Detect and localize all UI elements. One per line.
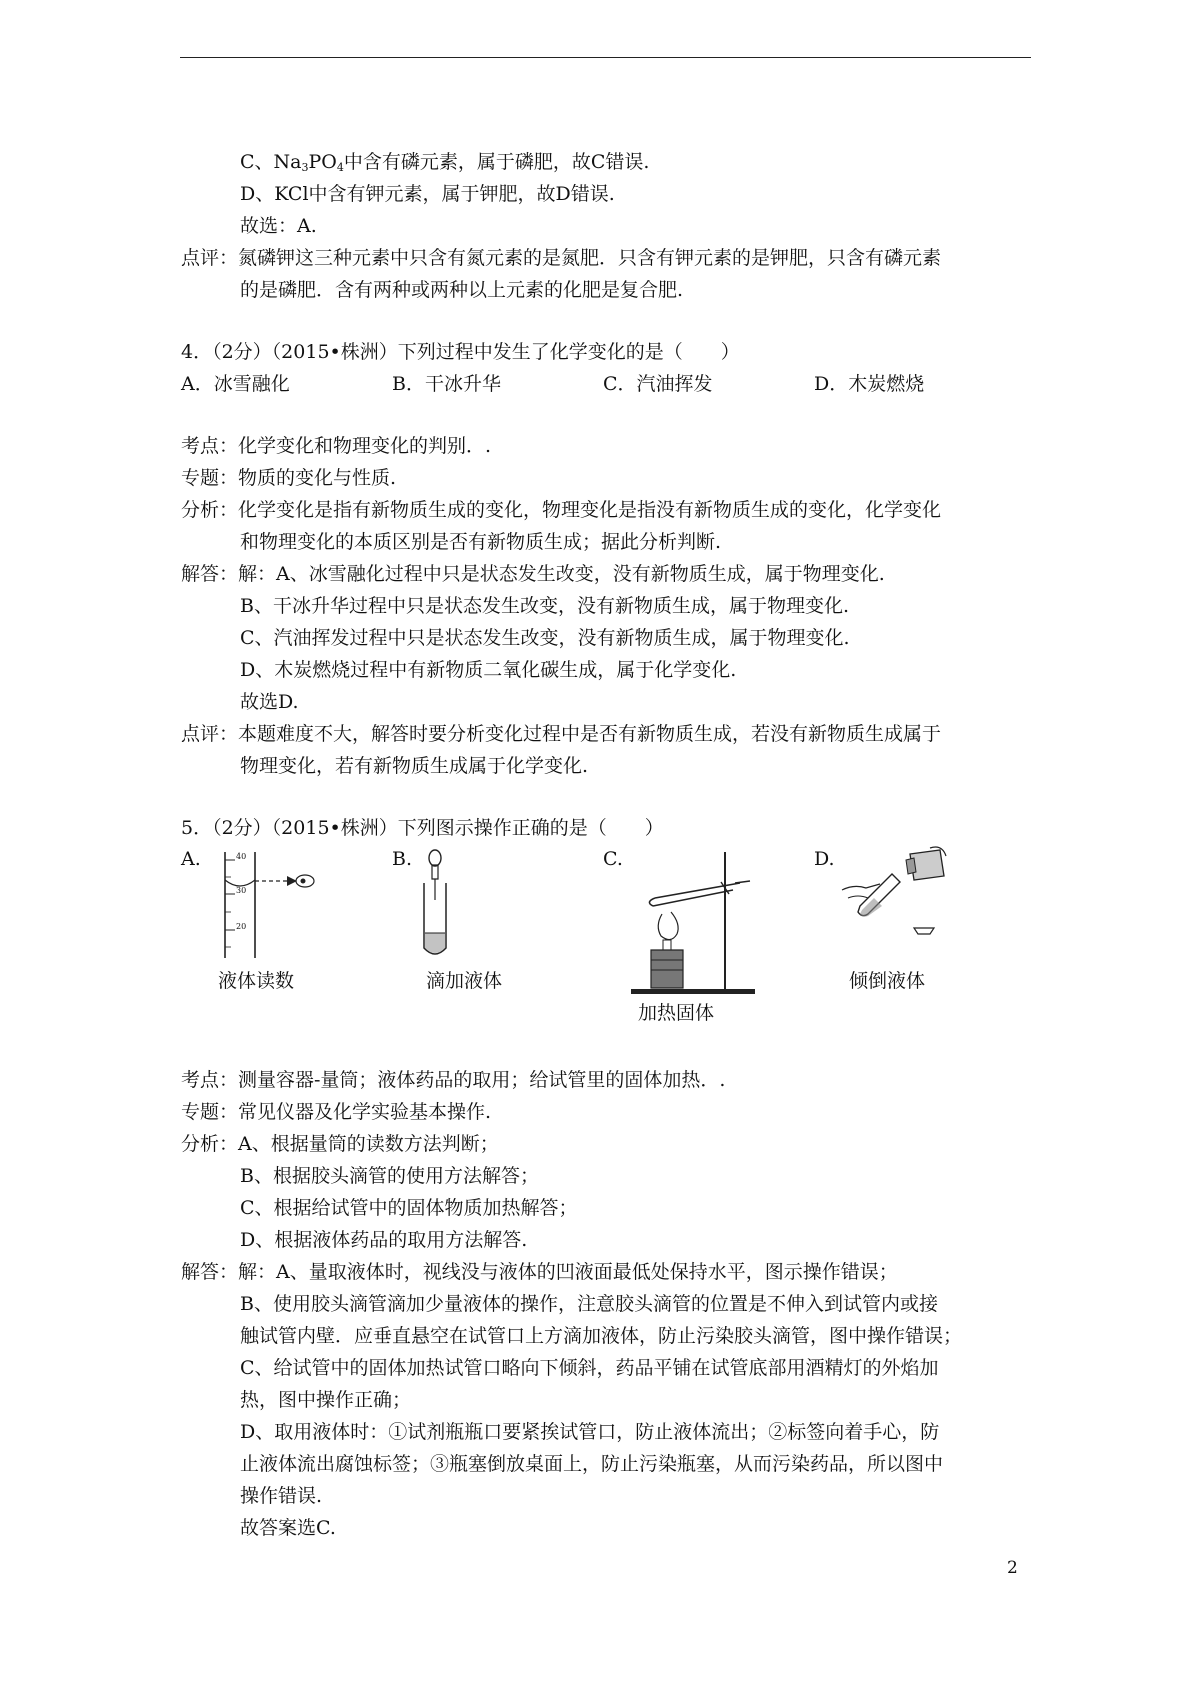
q3-comment-line2: 的是磷肥．含有两种或两种以上元素的化肥是复合肥. — [240, 279, 684, 301]
q3-comment-line1: 点评：氮磷钾这三种元素中只含有氮元素的是氮肥．只含有钾元素的是钾肥，只含有磷元素 — [181, 247, 942, 269]
dropper-test-tube-figure — [410, 848, 460, 963]
fig-c-letter: C. — [603, 848, 623, 870]
q5-analysis-line3: C、根据给试管中的固体物质加热解答； — [240, 1197, 578, 1219]
q5-solution-line3: 触试管内壁．应垂直悬空在试管口上方滴加液体，防止污染胶头滴管，图中操作错误； — [240, 1325, 963, 1347]
q4-option-d: D．木炭燃烧 — [814, 373, 925, 395]
q5-analysis-line2: B、根据胶头滴管的使用方法解答； — [240, 1165, 539, 1187]
fig-d-letter: D. — [814, 848, 835, 870]
q4-analysis-line2: 和物理变化的本质区别是否有新物质生成；据此分析判断. — [240, 531, 722, 553]
q5-analysis-line4: D、根据液体药品的取用方法解答. — [240, 1229, 528, 1251]
q3-line-d: D、KCl中含有钾元素，属于钾肥，故D错误. — [240, 183, 615, 205]
q4-option-b: B．干冰升华 — [392, 373, 501, 395]
q4-solution-line3: C、汽油挥发过程中只是状态发生改变，没有新物质生成，属于物理变化. — [240, 627, 850, 649]
q5-zhuanti: 专题：常见仪器及化学实验基本操作. — [181, 1101, 492, 1123]
q4-solution-line2: B、干冰升华过程中只是状态发生改变，没有新物质生成，属于物理变化. — [240, 595, 850, 617]
q5-solution-line2: B、使用胶头滴管滴加少量液体的操作，注意胶头滴管的位置是不伸入到试管内或接 — [240, 1293, 938, 1315]
fig-c-caption: 加热固体 — [638, 1002, 715, 1024]
tick-label-20: 20 — [236, 922, 247, 931]
fig-b-caption: 滴加液体 — [426, 970, 503, 992]
header-rule — [180, 57, 1031, 58]
q4-option-a: A．冰雪融化 — [181, 373, 290, 395]
q3-choice: 故选：A. — [240, 215, 317, 237]
page-number: 2 — [1007, 1558, 1018, 1578]
q4-stem: 4．（2分）（2015•株洲）下列过程中发生了化学变化的是（ ） — [181, 341, 740, 363]
q5-solution-line8: 操作错误. — [240, 1485, 323, 1507]
q4-option-c: C．汽油挥发 — [603, 373, 713, 395]
q5-solution-line7: 止液体流出腐蚀标签；③瓶塞倒放桌面上，防止污染瓶塞，从而污染药品，所以图中 — [240, 1453, 944, 1475]
q4-zhuanti: 专题：物质的变化与性质. — [181, 467, 397, 489]
fig-a-caption: 液体读数 — [218, 970, 295, 992]
q5-solution-line5: 热，图中操作正确； — [240, 1389, 412, 1411]
q5-stem: 5．（2分）（2015•株洲）下列图示操作正确的是（ ） — [181, 817, 664, 839]
q5-kaodian: 考点：测量容器-量筒；液体药品的取用；给试管里的固体加热．. — [181, 1069, 726, 1091]
fig-b-letter: B. — [392, 848, 413, 870]
q4-comment-line2: 物理变化，若有新物质生成属于化学变化. — [240, 755, 589, 777]
tick-label-40: 40 — [236, 852, 247, 861]
q5-solution-line6: D、取用液体时：①试剂瓶瓶口要紧挨试管口，防止液体流出；②标签向着手心，防 — [240, 1421, 940, 1443]
fig-a-letter: A. — [181, 848, 201, 870]
q5-solution-line4: C、给试管中的固体加热试管口略向下倾斜，药品平铺在试管底部用酒精灯的外焰加 — [240, 1357, 939, 1379]
q4-kaodian: 考点：化学变化和物理变化的判别．. — [181, 435, 492, 457]
tick-label-30: 30 — [236, 886, 247, 895]
q4-solution-line5: 故选D. — [240, 691, 299, 713]
q4-comment-line1: 点评：本题难度不大，解答时要分析变化过程中是否有新物质生成，若没有新物质生成属于 — [181, 723, 942, 745]
q5-solution-line1: 解答：解：A、量取液体时，视线没与液体的凹液面最低处保持水平，图示操作错误； — [181, 1261, 898, 1283]
pouring-liquid-figure — [840, 846, 950, 946]
q4-solution-line1: 解答：解：A、冰雪融化过程中只是状态发生改变，没有新物质生成，属于物理变化. — [181, 563, 885, 585]
q4-analysis-line1: 分析：化学变化是指有新物质生成的变化，物理变化是指没有新物质生成的变化，化学变化 — [181, 499, 942, 521]
q3-line-c: C、$Na_3PO_4$中含有磷元素，属于磷肥，故C错误. — [240, 151, 650, 174]
q4-solution-line4: D、木炭燃烧过程中有新物质二氧化碳生成，属于化学变化. — [240, 659, 737, 681]
q5-analysis-line1: 分析：A、根据量筒的读数方法判断； — [181, 1133, 499, 1155]
graduated-cylinder-figure — [215, 850, 335, 960]
heating-solid-apparatus-figure — [625, 848, 765, 998]
q5-solution-line9: 故答案选C. — [240, 1517, 336, 1539]
fig-d-caption: 倾倒液体 — [849, 970, 926, 992]
